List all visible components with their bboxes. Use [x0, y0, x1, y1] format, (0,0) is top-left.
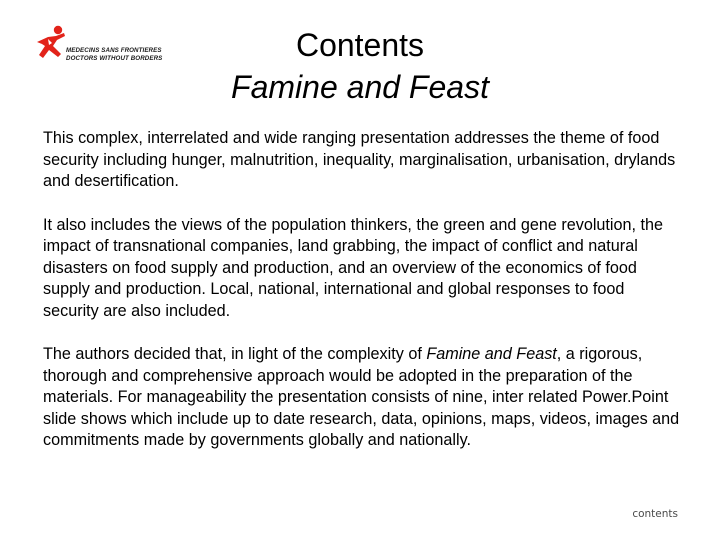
- msf-logo-text: [66, 47, 162, 62]
- slide-body: [43, 128, 683, 474]
- slide-title: [150, 24, 570, 108]
- paragraph-3: [43, 344, 683, 452]
- msf-logo-line-2: DOCTORS WITHOUT BORDERS: [66, 54, 163, 62]
- msf-running-figure-icon: [34, 24, 68, 64]
- msf-logo-line-1: MEDECINS SANS FRONTIERES: [66, 47, 162, 54]
- paragraph-2: It also includes the views of the population thinkers, the green and gene revolution, the impact of transnational companies, land grabbing, the impact of conflict and natural disasters on food supply and production, and an overview of the economics of food supply and production. Local, national, international and global responses to food security are also included.: [43, 215, 664, 320]
- paragraph-3-lead: The authors decided that, in light of the complexity of: [43, 345, 427, 363]
- paragraph-3-emphasis: Famine and Feast: [426, 345, 557, 363]
- title-line-2: Famine and Feast: [231, 69, 489, 105]
- title-line-1: Contents: [295, 27, 425, 63]
- paragraph-1: This complex, interrelated and wide ranging presentation addresses the theme of food security including hunger, malnutrition, inequality, marginalisation, urbanisation, drylands and desertification.: [43, 129, 676, 190]
- paragraph-3-rest: , a rigorous, thorough and comprehensive approach would be adopted in the preparation of the materials. For manageability the presentation consists of nine, inter related Power.Point slide shows which include up to date research, data, opinions, maps, videos, images and commitments made by governments globally and nationally.: [43, 345, 680, 449]
- contents-link[interactable]: contents: [632, 508, 678, 520]
